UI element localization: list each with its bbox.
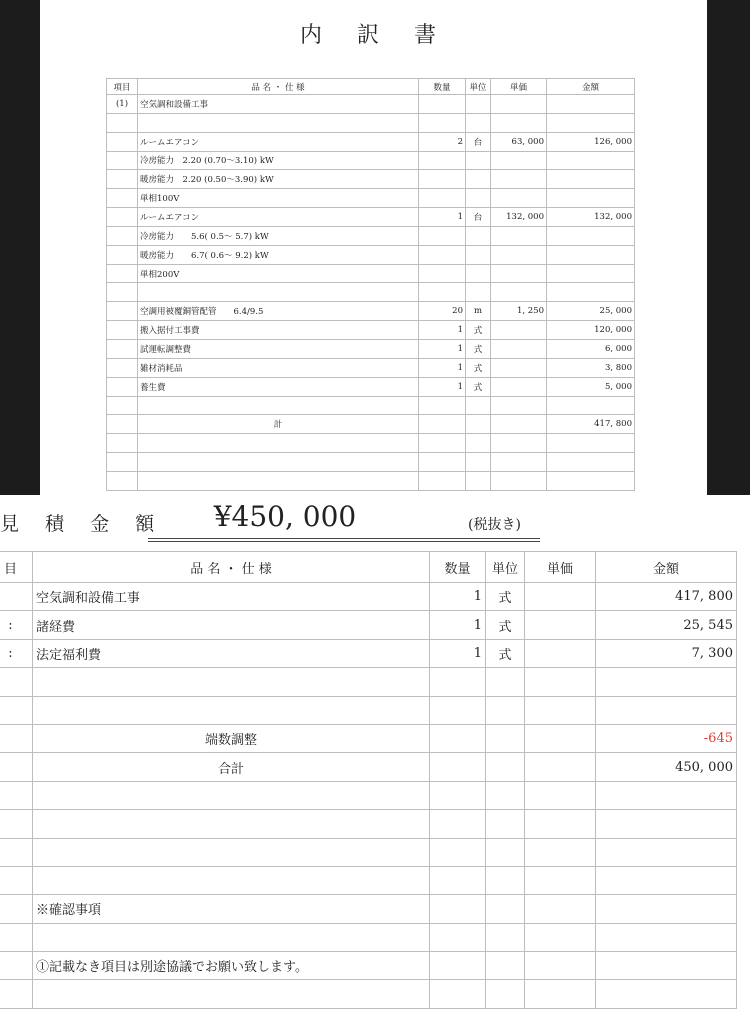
unit-cell <box>466 113 491 132</box>
unit-cell: 式 <box>486 639 525 667</box>
quantity-cell <box>419 434 466 453</box>
item-no-cell <box>0 753 33 781</box>
item-no-cell: (1) <box>107 95 138 114</box>
unit-cell <box>486 923 525 951</box>
header-amount: 金額 <box>547 79 635 95</box>
unit-price-cell <box>525 866 596 894</box>
unit-cell <box>466 283 491 302</box>
item-no-cell <box>107 453 138 472</box>
table-row <box>107 434 635 453</box>
unit-cell: 式 <box>466 358 491 377</box>
amount-cell <box>547 453 635 472</box>
table-row <box>107 245 635 264</box>
unit-price-cell <box>491 95 547 114</box>
amount-cell <box>547 151 635 170</box>
unit-cell <box>486 781 525 809</box>
table-header-row <box>0 552 737 583</box>
name-spec-cell: 法定福利費 <box>33 639 430 667</box>
header-unit: 単位 <box>466 79 491 95</box>
unit-cell: 式 <box>466 321 491 340</box>
name-spec-cell: 雑材消耗品 <box>138 358 419 377</box>
unit-cell <box>486 810 525 838</box>
amount-cell: 6, 000 <box>547 339 635 358</box>
estimate-underline <box>148 541 540 542</box>
unit-cell <box>466 434 491 453</box>
table-row <box>107 377 635 396</box>
unit-price-cell <box>525 639 596 667</box>
unit-cell <box>486 866 525 894</box>
table-row <box>107 264 635 283</box>
unit-cell <box>466 453 491 472</box>
table-row <box>107 453 635 472</box>
item-no-cell <box>0 866 33 894</box>
item-no-cell <box>107 396 138 415</box>
table-row <box>107 151 635 170</box>
name-spec-cell <box>33 810 430 838</box>
unit-cell <box>486 838 525 866</box>
quantity-cell <box>419 170 466 189</box>
amount-cell <box>596 923 737 951</box>
quantity-cell <box>430 952 486 980</box>
name-spec-cell: 空気調和設備工事 <box>138 95 419 114</box>
unit-price-cell <box>491 264 547 283</box>
quantity-cell <box>430 781 486 809</box>
quantity-cell <box>430 980 486 1008</box>
unit-price-cell <box>525 611 596 639</box>
table-row <box>0 810 737 838</box>
amount-cell <box>547 245 635 264</box>
unit-cell: m <box>466 302 491 321</box>
amount-cell: 7, 300 <box>596 639 737 667</box>
name-spec-cell: 養生費 <box>138 377 419 396</box>
amount-cell <box>547 95 635 114</box>
item-no-cell <box>107 264 138 283</box>
quantity-cell: 1 <box>430 611 486 639</box>
table-row <box>0 952 737 980</box>
item-no-cell <box>107 226 138 245</box>
item-no-cell <box>107 132 138 151</box>
amount-cell <box>547 170 635 189</box>
quantity-cell <box>419 226 466 245</box>
header-unit: 単位 <box>486 552 525 583</box>
name-spec-cell: 端数調整 <box>33 724 430 752</box>
unit-price-cell <box>525 724 596 752</box>
item-no-cell <box>0 838 33 866</box>
item-no-cell <box>0 895 33 923</box>
table-row <box>0 923 737 951</box>
quantity-cell: 1 <box>430 639 486 667</box>
unit-cell <box>486 753 525 781</box>
unit-cell <box>466 415 491 434</box>
table-row <box>0 838 737 866</box>
quantity-cell <box>419 189 466 208</box>
unit-cell <box>486 668 525 696</box>
unit-price-cell: 132, 000 <box>491 208 547 227</box>
amount-cell <box>547 434 635 453</box>
unit-cell <box>466 189 491 208</box>
unit-price-cell <box>525 980 596 1008</box>
item-no-cell <box>0 781 33 809</box>
table-row <box>107 302 635 321</box>
name-spec-cell <box>138 453 419 472</box>
unit-price-cell <box>525 583 596 611</box>
table-row <box>107 170 635 189</box>
table-row <box>107 95 635 114</box>
unit-price-cell <box>491 113 547 132</box>
table-row <box>107 358 635 377</box>
unit-cell <box>466 151 491 170</box>
amount-cell <box>596 810 737 838</box>
item-no-cell <box>107 377 138 396</box>
unit-cell: 式 <box>486 611 525 639</box>
name-spec-cell: 空調用被覆銅管配管 6.4/9.5 <box>138 302 419 321</box>
table-row <box>107 283 635 302</box>
quantity-cell: 1 <box>419 358 466 377</box>
quantity-cell <box>430 724 486 752</box>
amount-cell <box>596 952 737 980</box>
item-no-cell <box>107 113 138 132</box>
unit-price-cell <box>491 434 547 453</box>
table-row <box>0 583 737 611</box>
estimate-amount: ¥450, 000 <box>213 500 357 533</box>
name-spec-cell <box>33 668 430 696</box>
header-name-spec: 品 名 ・ 仕 様 <box>33 552 430 583</box>
unit-price-cell <box>525 838 596 866</box>
amount-cell: 3, 800 <box>547 358 635 377</box>
table-row <box>0 611 737 639</box>
unit-cell <box>466 226 491 245</box>
table-header-row <box>107 79 635 95</box>
unit-price-cell <box>491 358 547 377</box>
name-spec-cell <box>138 471 419 490</box>
amount-cell: 25, 000 <box>547 302 635 321</box>
table-row <box>107 208 635 227</box>
name-spec-cell: 空気調和設備工事 <box>33 583 430 611</box>
amount-cell: 132, 000 <box>547 208 635 227</box>
table-row <box>107 339 635 358</box>
item-no-cell <box>107 434 138 453</box>
name-spec-cell: 単相100V <box>138 189 419 208</box>
unit-price-cell <box>525 952 596 980</box>
estimate-underline <box>148 538 540 539</box>
item-no-cell <box>107 302 138 321</box>
unit-price-cell <box>525 668 596 696</box>
quantity-cell: 1 <box>419 377 466 396</box>
quantity-cell <box>419 264 466 283</box>
header-quantity: 数量 <box>419 79 466 95</box>
amount-cell <box>596 980 737 1008</box>
unit-price-cell <box>491 377 547 396</box>
quantity-cell <box>419 245 466 264</box>
quantity-cell <box>419 95 466 114</box>
scan-border-right <box>707 0 750 495</box>
name-spec-cell <box>138 283 419 302</box>
amount-cell <box>596 668 737 696</box>
unit-cell <box>466 95 491 114</box>
unit-price-cell <box>491 189 547 208</box>
table-row <box>107 321 635 340</box>
unit-cell: 式 <box>466 377 491 396</box>
item-no-cell <box>0 952 33 980</box>
unit-price-cell <box>525 810 596 838</box>
amount-cell: 450, 000 <box>596 753 737 781</box>
quantity-cell: 1 <box>419 208 466 227</box>
unit-price-cell <box>491 453 547 472</box>
estimate-tax-note: (税抜き) <box>468 517 521 533</box>
amount-cell <box>547 283 635 302</box>
unit-price-cell: 1, 250 <box>491 302 547 321</box>
table-row <box>107 132 635 151</box>
amount-cell <box>596 696 737 724</box>
name-spec-cell: ※確認事項 <box>33 895 430 923</box>
quantity-cell <box>419 151 466 170</box>
unit-price-cell <box>525 696 596 724</box>
name-spec-cell <box>138 396 419 415</box>
name-spec-cell: 計 <box>138 415 419 434</box>
table-row <box>0 980 737 1008</box>
unit-cell: 式 <box>486 583 525 611</box>
quantity-cell: 1 <box>419 321 466 340</box>
amount-cell <box>547 189 635 208</box>
unit-price-cell <box>491 170 547 189</box>
quantity-cell <box>430 838 486 866</box>
item-no-cell <box>0 724 33 752</box>
header-amount: 金額 <box>596 552 737 583</box>
table-row <box>107 471 635 490</box>
amount-cell <box>547 226 635 245</box>
item-no-cell <box>0 980 33 1008</box>
header-item: 目 <box>0 552 33 583</box>
unit-price-cell <box>491 396 547 415</box>
amount-cell: 120, 000 <box>547 321 635 340</box>
item-no-cell <box>107 339 138 358</box>
name-spec-cell: 諸経費 <box>33 611 430 639</box>
amount-cell <box>547 471 635 490</box>
breakdown-table <box>106 78 635 491</box>
amount-cell <box>596 895 737 923</box>
table-row <box>107 189 635 208</box>
header-name-spec: 品 名 ・ 仕 様 <box>138 79 419 95</box>
name-spec-cell: 試運転調整費 <box>138 339 419 358</box>
name-spec-cell: 単相200V <box>138 264 419 283</box>
quantity-cell <box>419 396 466 415</box>
item-no-cell <box>107 189 138 208</box>
unit-cell: 台 <box>466 132 491 151</box>
quantity-cell <box>430 923 486 951</box>
item-no-cell <box>107 321 138 340</box>
unit-price-cell <box>491 321 547 340</box>
name-spec-cell: 冷房能力 5.6( 0.5～ 5.7) kW <box>138 226 419 245</box>
name-spec-cell: ①記載なき項目は別途協議でお願い致します。 <box>33 952 430 980</box>
header-item: 項目 <box>107 79 138 95</box>
unit-price-cell <box>491 471 547 490</box>
name-spec-cell <box>138 113 419 132</box>
unit-price-cell <box>491 339 547 358</box>
table-row <box>0 895 737 923</box>
unit-price-cell <box>491 283 547 302</box>
name-spec-cell <box>33 866 430 894</box>
amount-cell: 417, 800 <box>596 583 737 611</box>
name-spec-cell: 合計 <box>33 753 430 781</box>
item-no-cell <box>0 923 33 951</box>
amount-cell <box>596 781 737 809</box>
unit-price-cell <box>525 895 596 923</box>
quantity-cell: 1 <box>430 583 486 611</box>
quantity-cell <box>419 453 466 472</box>
name-spec-cell: 暖房能力 2.20 (0.50～3.90) kW <box>138 170 419 189</box>
unit-cell <box>486 980 525 1008</box>
table-row <box>0 866 737 894</box>
table-row <box>0 696 737 724</box>
amount-cell: 25, 545 <box>596 611 737 639</box>
amount-cell <box>547 113 635 132</box>
table-row <box>0 724 737 752</box>
unit-cell <box>486 895 525 923</box>
quantity-cell <box>419 415 466 434</box>
quantity-cell: 2 <box>419 132 466 151</box>
quantity-cell <box>419 283 466 302</box>
amount-cell <box>596 866 737 894</box>
estimate-table <box>0 551 737 1009</box>
unit-price-cell <box>491 151 547 170</box>
item-no-cell <box>107 208 138 227</box>
quantity-cell: 20 <box>419 302 466 321</box>
item-no-cell <box>0 583 33 611</box>
unit-cell <box>466 264 491 283</box>
unit-cell <box>486 952 525 980</box>
unit-price-cell <box>525 753 596 781</box>
amount-cell <box>547 396 635 415</box>
unit-cell <box>486 696 525 724</box>
amount-cell <box>596 838 737 866</box>
item-no-cell <box>107 415 138 434</box>
name-spec-cell <box>33 781 430 809</box>
unit-cell <box>486 724 525 752</box>
quantity-cell <box>430 668 486 696</box>
header-unit-price: 単価 <box>491 79 547 95</box>
quantity-cell <box>419 113 466 132</box>
name-spec-cell: 冷房能力 2.20 (0.70～3.10) kW <box>138 151 419 170</box>
name-spec-cell: ルームエアコン <box>138 208 419 227</box>
item-no-cell <box>0 810 33 838</box>
table-row <box>107 396 635 415</box>
name-spec-cell <box>33 838 430 866</box>
unit-cell: 式 <box>466 339 491 358</box>
name-spec-cell: ルームエアコン <box>138 132 419 151</box>
unit-cell <box>466 396 491 415</box>
quantity-cell <box>430 810 486 838</box>
header-quantity: 数量 <box>430 552 486 583</box>
quantity-cell <box>430 753 486 781</box>
amount-cell: 126, 000 <box>547 132 635 151</box>
table-row <box>107 415 635 434</box>
quantity-cell <box>430 696 486 724</box>
unit-price-cell <box>491 226 547 245</box>
unit-price-cell <box>525 923 596 951</box>
name-spec-cell <box>33 696 430 724</box>
amount-cell: 5, 000 <box>547 377 635 396</box>
unit-price-cell <box>525 781 596 809</box>
unit-price-cell <box>491 245 547 264</box>
unit-cell: 台 <box>466 208 491 227</box>
item-no-cell <box>107 471 138 490</box>
quantity-cell <box>430 895 486 923</box>
item-no-cell <box>107 151 138 170</box>
name-spec-cell <box>138 434 419 453</box>
item-no-cell <box>107 283 138 302</box>
header-unit-price: 単価 <box>525 552 596 583</box>
item-no-cell <box>107 245 138 264</box>
name-spec-cell <box>33 923 430 951</box>
item-no-cell <box>107 358 138 377</box>
quantity-cell: 1 <box>419 339 466 358</box>
name-spec-cell: 暖房能力 6.7( 0.6～ 9.2) kW <box>138 245 419 264</box>
table-row <box>107 113 635 132</box>
table-row <box>0 668 737 696</box>
item-no-cell <box>0 668 33 696</box>
table-row <box>107 226 635 245</box>
unit-cell <box>466 245 491 264</box>
name-spec-cell: 搬入据付工事費 <box>138 321 419 340</box>
amount-cell: 417, 800 <box>547 415 635 434</box>
item-no-cell: : <box>0 639 33 667</box>
table-row <box>0 753 737 781</box>
unit-cell <box>466 471 491 490</box>
amount-cell: -645 <box>596 724 737 752</box>
quantity-cell <box>419 471 466 490</box>
table-row <box>0 781 737 809</box>
item-no-cell <box>107 170 138 189</box>
name-spec-cell <box>33 980 430 1008</box>
table-row <box>0 639 737 667</box>
estimate-label: 見 積 金 額 <box>0 513 165 535</box>
unit-price-cell: 63, 000 <box>491 132 547 151</box>
amount-cell <box>547 264 635 283</box>
item-no-cell <box>0 696 33 724</box>
scan-border-left <box>0 0 40 495</box>
breakdown-title: 内 訳 書 <box>300 23 450 48</box>
quantity-cell <box>430 866 486 894</box>
item-no-cell: : <box>0 611 33 639</box>
unit-cell <box>466 170 491 189</box>
unit-price-cell <box>491 415 547 434</box>
